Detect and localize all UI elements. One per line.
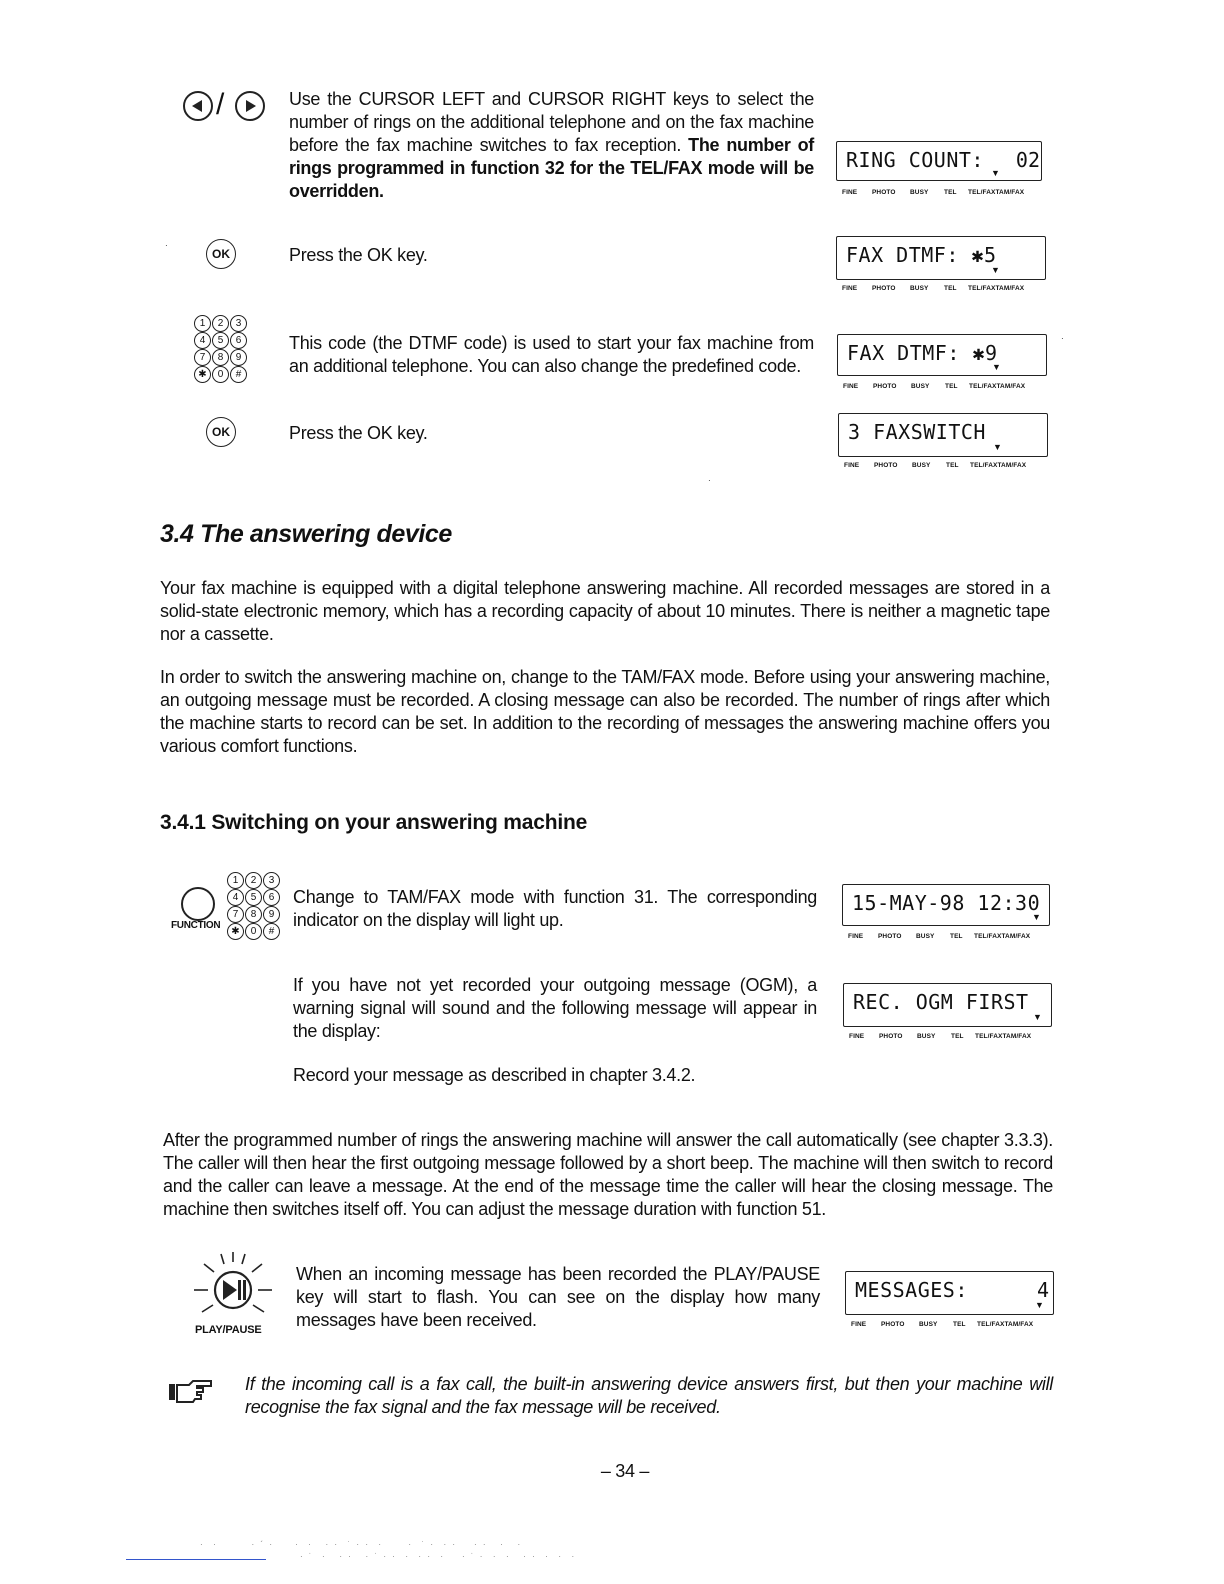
scan-noise: · ˙ · · · · ˙ · · · · · · · ˙ · · · · · · · ·	[300, 1552, 577, 1561]
change-mode-instruction: Change to TAM/FAX mode with function 31. The corresponding indicator on the display will light up.	[293, 887, 817, 930]
lcd-rec-ogm	[843, 983, 1053, 1040]
incoming-message-instruction: When an incoming message has been recorded the PLAY/PAUSE key will start to flash. You can see on the display how many messages have been received.	[296, 1264, 820, 1330]
lcd-indicators: FINE PHOTO BUSY TEL TEL/FAXTAM/FAX	[842, 189, 1025, 196]
section-3-4-para1: Your fax machine is equipped with a digital telephone answering machine. All recorded messages are stored in a solid-state electronic memory, which has a recording capacity of about 10 minutes. There is neither a magnetic tape nor a cassette.	[160, 578, 1050, 644]
cursor-instruction-text: Use the CURSOR LEFT and CURSOR RIGHT keys to select the number of rings on the additional telephone and on the fax machine before the fax machine switches to fax reception.	[289, 89, 814, 155]
indicator-arrow-icon: ▼	[1035, 1300, 1044, 1310]
page-number: – 34 –	[600, 1461, 650, 1481]
lcd-ring-count	[836, 141, 1046, 196]
lcd-text: RING COUNT:	[846, 148, 984, 172]
indicator-arrow-icon: ▼	[1033, 1012, 1042, 1022]
indicator-arrow-icon: ▼	[991, 265, 1000, 275]
indicator-arrow-icon: ▼	[992, 362, 1001, 372]
ok-key-icon: OK	[206, 417, 236, 447]
stray-mark: ·	[708, 476, 711, 485]
play-pause-flashing-icon	[188, 1250, 278, 1322]
dtmf-instruction: This code (the DTMF code) is used to start your fax machine from an additional telephone. You can also change the predefined code.	[289, 333, 814, 376]
function-key-label: FUNCTION	[171, 920, 221, 931]
function-key-icon	[181, 887, 215, 921]
ok-key-icon: OK	[206, 239, 236, 269]
note-hand-icon	[167, 1378, 215, 1411]
lcd-date-time	[842, 884, 1052, 940]
indicator-arrow-icon: ▼	[991, 168, 1000, 178]
lcd-messages	[845, 1271, 1055, 1328]
indicator-arrow-icon: ▼	[1032, 912, 1041, 922]
play-pause-key	[188, 1250, 278, 1340]
lcd-text: FAX DTMF: ✱5	[846, 243, 997, 267]
record-message-instruction: Record your message as described in chapter 3.4.2.	[293, 1065, 696, 1085]
lcd-indicators: FINE PHOTO BUSY TEL TEL/FAXTAM/FAX	[844, 462, 1027, 469]
lcd-text: 3 FAXSWITCH	[848, 420, 986, 444]
section-3-4-para2: In order to switch the answering machine on, change to the TAM/FAX mode. Before using your answering machine, an outgoing message must be recorded. A closing message can also be recorded. The number of rings after which the machine starts to record can be set. In addition to the recording of messages the answering machine offers you various comfort functions.	[160, 667, 1050, 756]
lcd-fax-dtmf-1	[836, 236, 1046, 292]
scan-noise: · · · ´ · · · · · ˙ · · · · ˙ · · · · · · ·	[200, 1540, 523, 1549]
lcd-value: 02	[1015, 148, 1040, 172]
lcd-indicators: FINE PHOTO BUSY TEL TEL/FAXTAM/FAX	[849, 1033, 1032, 1040]
cursor-instruction-bold: The number of rings programmed in function 32 for the TEL/FAX mode will be overridden.	[289, 135, 814, 201]
lcd-faxswitch	[838, 413, 1048, 469]
cursor-instruction	[289, 88, 814, 203]
lcd-text: 15-MAY-98 12:30	[852, 891, 1041, 915]
stray-mark: ·	[1061, 334, 1064, 343]
indicator-arrow-icon: ▼	[993, 442, 1002, 452]
note-text: If the incoming call is a fax call, the built-in answering device answers first, but then your machine will recognise the fax signal and the fax message will be received.	[245, 1374, 1053, 1417]
lcd-indicators: FINE PHOTO BUSY TEL TEL/FAXTAM/FAX	[842, 285, 1025, 292]
cursor-left-right-icon	[182, 88, 272, 124]
lcd-value: 4	[1036, 1278, 1049, 1302]
slash-separator: /	[216, 88, 225, 121]
keypad-icon: 1 2 3 4 5 6 7 8 9 ✱ 0 #	[194, 315, 247, 383]
cursor-keys	[182, 88, 272, 124]
press-ok-1: Press the OK key.	[289, 245, 428, 265]
section-3-4-1-title: 3.4.1 Switching on your answering machine	[160, 811, 588, 834]
section-3-4-title: 3.4 The answering device	[160, 520, 452, 548]
after-rings-paragraph: After the programmed number of rings the answering machine will answer the call automatically (see chapter 3.3.3). The caller will then hear the first outgoing message followed by a short beep. The machine will then switch to record and the caller can leave a message. At the end of the message time the caller will hear the closing message. The machine then switches itself off. You can adjust the message duration with function 51.	[163, 1130, 1053, 1219]
lcd-text: MESSAGES:	[855, 1278, 968, 1302]
lcd-indicators: FINE PHOTO BUSY TEL TEL/FAXTAM/FAX	[843, 383, 1026, 390]
lcd-indicators: FINE PHOTO BUSY TEL TEL/FAXTAM/FAX	[851, 1321, 1034, 1328]
lcd-text: REC. OGM FIRST	[853, 990, 1029, 1014]
lcd-fax-dtmf-2	[837, 334, 1047, 390]
bottom-rule	[126, 1559, 266, 1560]
press-ok-2: Press the OK key.	[289, 423, 428, 443]
lcd-indicators: FINE PHOTO BUSY TEL TEL/FAXTAM/FAX	[848, 933, 1031, 940]
stray-mark: ·	[165, 241, 168, 250]
lcd-text: FAX DTMF: ✱9	[847, 341, 998, 365]
no-ogm-instruction: If you have not yet recorded your outgoing message (OGM), a warning signal will sound and the following message will appear in the display:	[293, 975, 817, 1041]
play-pause-label: PLAY/PAUSE	[195, 1324, 262, 1336]
keypad-icon: 1 2 3 4 5 6 7 8 9 ✱ 0 #	[227, 872, 280, 940]
